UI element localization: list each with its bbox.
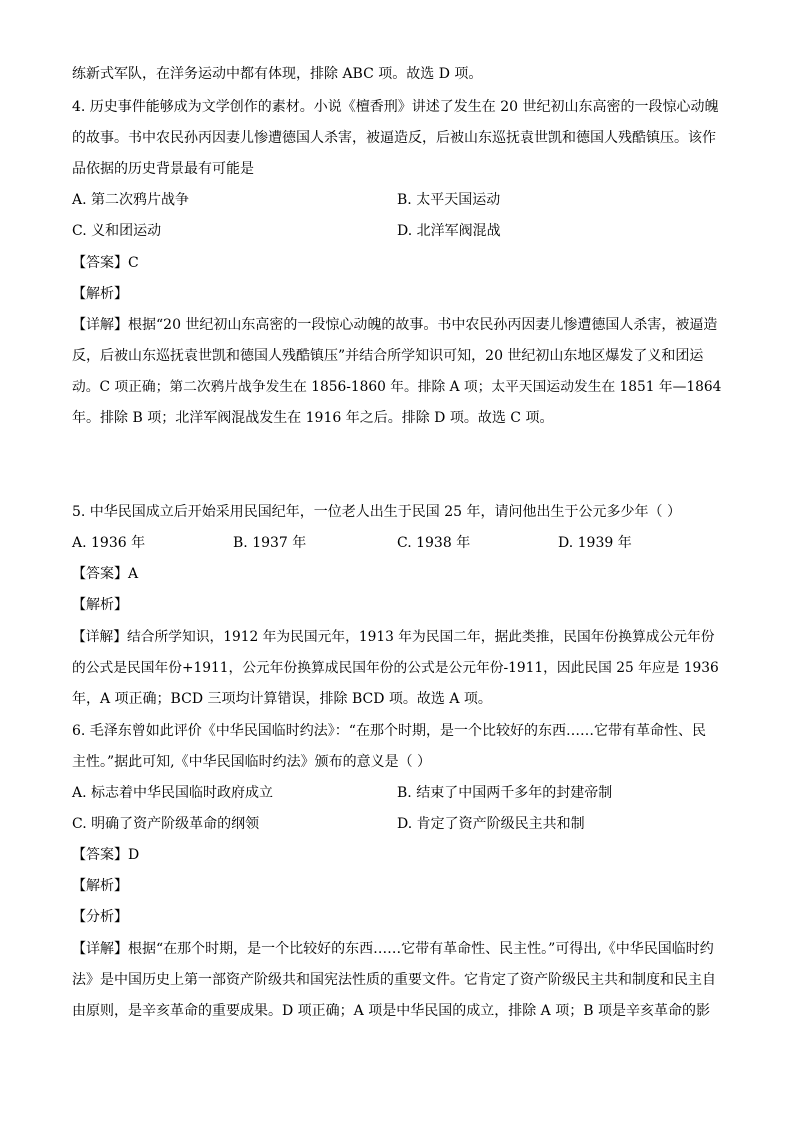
text-line: 练新式军队，在洋务运动中都有体现，排除 ABC 项。故选 D 项。 [72,66,483,82]
explanation-line: 【详解】根据“20 世纪初山东高密的一段惊心动魄的故事。书中农民孙丙因妻儿惨遭德国人杀害，被逼造 [72,317,718,333]
explanation-line: 动。C 项正确；第二次鸦片战争发生在 1856-1860 年。排除 A 项；太平天国运动发生在 1851 年—1864 [72,379,722,395]
question-6-stem: 主性。”据此可知,《中华民国临时约法》颁布的意义是（ ） [72,754,432,770]
question-4-option-b: B. 太平天国运动 [397,192,501,208]
explanation-line: 年。排除 B 项；北洋军阀混战发生在 1916 年之后。排除 D 项。故选 C 项。 [72,410,554,426]
question-4-option-d: D. 北洋军阀混战 [397,223,501,239]
explanation-line: 的公式是民国年份+1911，公元年份换算成民国年份的公式是公元年份-1911，因此民国 25 年应是 1936 [72,660,719,676]
question-6-stem: 6. 毛泽东曾如此评价《中华民国临时约法》：“在那个时期，是一个比较好的东西……它带有革命性、民 [72,723,706,739]
explanation-line: 【详解】根据“在那个时期，是一个比较好的东西……它带有革命性、民主性。”可得出,《中华民国临时约 [72,941,714,957]
explanation-line: 【详解】结合所学知识，1912 年为民国元年，1913 年为民国二年，据此类推，民国年份换算成公元年份 [72,629,715,645]
question-5-stem: 5. 中华民国成立后开始采用民国纪年，一位老人出生于民国 25 年，请问他出生于公元多少年（ ） [72,504,681,520]
explanation-line: 反，后被山东巡抚袁世凯和德国人残酷镇压”并结合所学知识可知，20 世纪初山东地区爆发了义和团运 [72,348,704,364]
analysis-label: 【解析】 [72,878,128,894]
question-4-option-a: A. 第二次鸦片战争 [72,192,190,208]
question-6-option-c: C. 明确了资产阶级革命的纲领 [72,816,260,832]
answer-label: 【答案】A [72,566,139,582]
question-5-option-a: A. 1936 年 [72,535,146,551]
question-4-stem: 4. 历史事件能够成为文学创作的素材。小说《檀香刑》讲述了发生在 20 世纪初山东高密的一段惊心动魄 [72,99,719,115]
question-5-option-c: C. 1938 年 [397,535,471,551]
question-6-option-b: B. 结束了中国两千多年的封建帝制 [397,785,613,801]
explanation-line: 法》是中国历史上第一部资产阶级共和国宪法性质的重要文件。它肯定了资产阶级民主共和制度和民主自 [72,972,716,988]
answer-label: 【答案】C [72,255,139,271]
answer-label: 【答案】D [72,847,140,863]
analysis-label: 【解析】 [72,286,128,302]
question-6-option-a: A. 标志着中华民国临时政府成立 [72,785,274,801]
analysis-sub-label: 【分析】 [72,909,128,925]
question-4-stem: 品依据的历史背景最有可能是 [72,161,254,177]
question-4-option-c: C. 义和团运动 [72,223,162,239]
question-5-option-d: D. 1939 年 [558,535,632,551]
question-6-option-d: D. 肯定了资产阶级民主共和制 [397,816,585,832]
explanation-line: 由原则，是辛亥革命的重要成果。D 项正确；A 项是中华民国的成立，排除 A 项；B 项是辛亥革命的影 [72,1003,710,1019]
analysis-label: 【解析】 [72,597,128,613]
question-4-stem: 的故事。书中农民孙丙因妻儿惨遭德国人杀害，被逼造反，后被山东巡抚袁世凯和德国人残酷镇压。该作 [72,130,716,146]
question-5-option-b: B. 1937 年 [233,535,307,551]
explanation-line: 年，A 项正确；BCD 三项均计算错误，排除 BCD 项。故选 A 项。 [72,691,492,707]
